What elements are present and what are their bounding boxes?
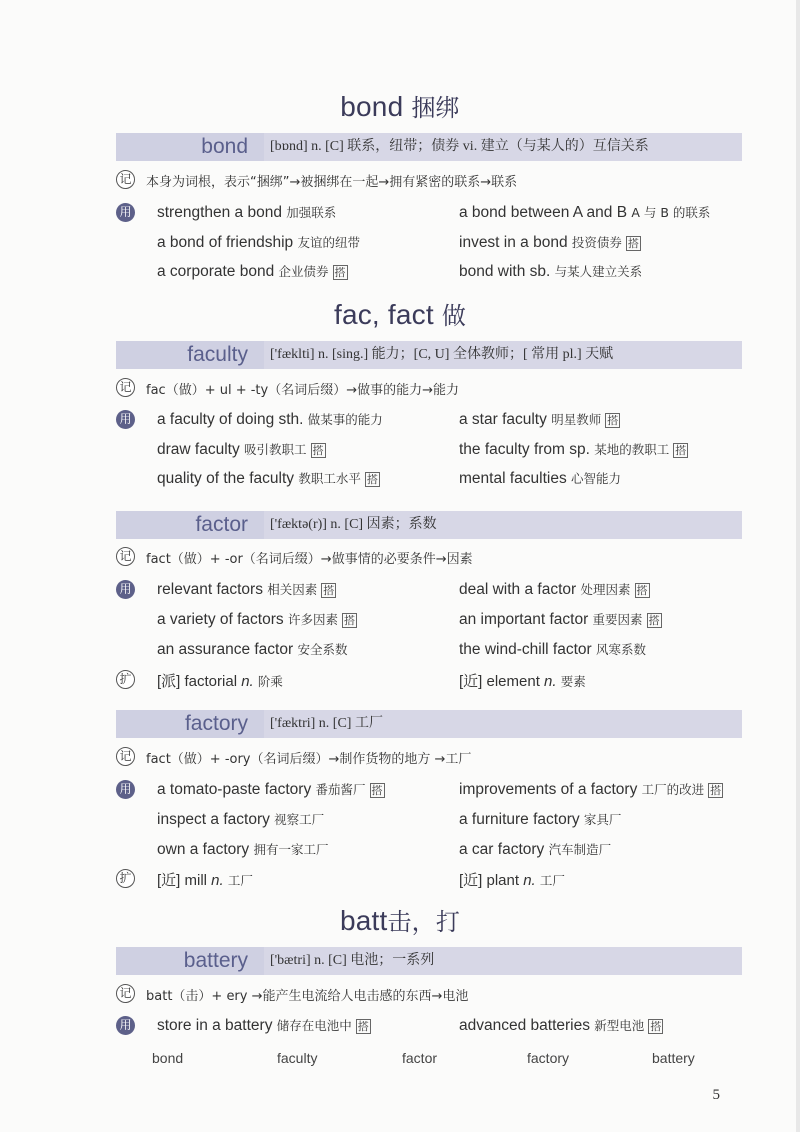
headword: factory bbox=[184, 712, 248, 735]
definition: ['fæktə(r)] n. [C] 因素；系数 bbox=[270, 517, 437, 532]
collocation-tag-icon: 搭 bbox=[627, 237, 639, 250]
phrase: a furniture factory 家具厂 bbox=[459, 811, 622, 828]
definition: ['fæktri] n. [C] 工厂 bbox=[270, 716, 383, 731]
mnemonic: batt（击）+ ery →能产生电流给人电击感的东西→电池 bbox=[146, 989, 469, 1004]
phrase: inspect a factory 视察工厂 bbox=[157, 811, 325, 828]
phrase: a bond between A and B A 与 B 的联系 bbox=[459, 204, 711, 221]
phrase: own a factory 拥有一家工厂 bbox=[157, 841, 329, 858]
phrase: strengthen a bond 加强联系 bbox=[157, 204, 337, 221]
entry-bar-bond bbox=[116, 133, 742, 161]
entry-bar-factor bbox=[116, 511, 742, 539]
phrase: advanced batteries 新型电池 搭 bbox=[459, 1017, 662, 1034]
page-edge bbox=[796, 0, 800, 1132]
usage-badge-icon: 用 bbox=[116, 203, 135, 222]
usage-badge-icon: 用 bbox=[116, 780, 135, 799]
memory-badge-icon: 记 bbox=[116, 984, 135, 1003]
phrase: a bond of friendship 友谊的纽带 bbox=[157, 234, 360, 251]
usage-badge-icon: 用 bbox=[116, 580, 135, 599]
extension-item: [派] factorial n. 阶乘 bbox=[157, 673, 283, 690]
mnemonic: 本身为词根，表示“捆绑”→被捆绑在一起→拥有紧密的联系→联系 bbox=[146, 175, 518, 190]
collocation-tag-icon: 搭 bbox=[312, 444, 324, 457]
entry-bar-faculty bbox=[116, 341, 742, 369]
phrase: a faculty of doing sth. 做某事的能力 bbox=[157, 411, 383, 428]
headword: battery bbox=[183, 949, 248, 972]
collocation-tag-icon: 搭 bbox=[650, 1020, 662, 1033]
root-word: fac, fact bbox=[333, 299, 434, 330]
phrase: an assurance factor 安全系数 bbox=[157, 641, 348, 658]
mnemonic: fac（做）+ ul + -ty（名词后缀）→做事的能力→能力 bbox=[146, 383, 459, 398]
phrase: relevant factors 相关因素 搭 bbox=[157, 581, 335, 598]
memory-badge-icon: 记 bbox=[116, 547, 135, 566]
footer-word: factory bbox=[527, 1050, 570, 1066]
collocation-tag-icon: 搭 bbox=[675, 444, 687, 457]
footer-word: bond bbox=[152, 1050, 184, 1066]
phrase: the wind-chill factor 风寒系数 bbox=[459, 641, 646, 658]
phrase: store in a battery 储存在电池中 搭 bbox=[157, 1017, 369, 1034]
extension-item: [近] element n. 要素 bbox=[459, 673, 586, 690]
collocation-tag-icon: 搭 bbox=[371, 784, 383, 797]
root-heading-fac bbox=[0, 296, 800, 331]
phrase: a corporate bond 企业债券 搭 bbox=[157, 263, 346, 280]
phrase: the faculty from sp. 某地的教职工 搭 bbox=[459, 441, 687, 458]
collocation-tag-icon: 搭 bbox=[710, 784, 722, 797]
usage-badge-icon: 用 bbox=[116, 1016, 135, 1035]
phrase: improvements of a factory 工厂的改进 搭 bbox=[459, 781, 722, 798]
extension-item: [近] mill n. 工厂 bbox=[157, 872, 253, 889]
footer-word: battery bbox=[652, 1050, 695, 1066]
root-heading-bond bbox=[0, 88, 800, 123]
root-meaning: 做 bbox=[441, 302, 467, 330]
memory-badge-icon: 记 bbox=[116, 170, 135, 189]
phrase: an important factor 重要因素 搭 bbox=[459, 611, 660, 628]
entry-bar-battery bbox=[116, 947, 742, 975]
phrase: a variety of factors 许多因素 搭 bbox=[157, 611, 355, 628]
headword: bond bbox=[201, 135, 248, 158]
headword: factor bbox=[195, 513, 248, 536]
phrase: deal with a factor 处理因素 搭 bbox=[459, 581, 648, 598]
root-word: batt bbox=[339, 905, 388, 936]
extension-badge-icon: 扩 bbox=[116, 670, 135, 689]
phrase: a star faculty 明星教师 搭 bbox=[459, 411, 619, 428]
usage-badge-icon: 用 bbox=[116, 410, 135, 429]
footer-word: faculty bbox=[277, 1050, 318, 1066]
definition: ['fæklti] n. [sing.] 能力；[C, U] 全体教师；[ 常用 pl.] 天赋 bbox=[270, 347, 614, 362]
root-word: bond bbox=[340, 91, 404, 122]
mnemonic: fact（做）+ -or（名词后缀）→做事情的必要条件→因素 bbox=[146, 552, 473, 567]
collocation-tag-icon: 搭 bbox=[636, 584, 648, 597]
collocation-tag-icon: 搭 bbox=[323, 584, 335, 597]
mnemonic: fact（做）+ -ory（名词后缀）→制作货物的地方 →工厂 bbox=[146, 752, 472, 767]
memory-badge-icon: 记 bbox=[116, 747, 135, 766]
page-number: 5 bbox=[712, 1087, 720, 1103]
phrase: bond with sb. 与某人建立关系 bbox=[459, 263, 643, 280]
definition: [bɒnd] n. [C] 联系，纽带；债券 vi. 建立（与某人的）互信关系 bbox=[270, 139, 649, 154]
phrase: draw faculty 吸引教职工 搭 bbox=[157, 441, 324, 458]
collocation-tag-icon: 搭 bbox=[366, 473, 378, 486]
collocation-tag-icon: 搭 bbox=[343, 614, 355, 627]
collocation-tag-icon: 搭 bbox=[357, 1020, 369, 1033]
definition: ['bætri] n. [C] 电池；一系列 bbox=[270, 953, 435, 968]
root-heading-batt bbox=[0, 902, 800, 937]
phrase: quality of the faculty 教职工水平 搭 bbox=[157, 470, 378, 487]
collocation-tag-icon: 搭 bbox=[607, 414, 619, 427]
phrase: a tomato-paste factory 番茄酱厂 搭 bbox=[157, 781, 383, 798]
headword: faculty bbox=[187, 343, 248, 366]
root-meaning: 击，打 bbox=[387, 908, 461, 936]
collocation-tag-icon: 搭 bbox=[334, 266, 346, 279]
phrase: invest in a bond 投资债券 搭 bbox=[459, 234, 639, 251]
entry-bar-factory bbox=[116, 710, 742, 738]
collocation-tag-icon: 搭 bbox=[648, 614, 660, 627]
extension-item: [近] plant n. 工厂 bbox=[459, 872, 565, 889]
root-meaning: 捆绑 bbox=[411, 94, 460, 122]
phrase: mental faculties 心智能力 bbox=[459, 470, 622, 487]
extension-badge-icon: 扩 bbox=[116, 869, 135, 888]
memory-badge-icon: 记 bbox=[116, 378, 135, 397]
footer-word: factor bbox=[402, 1050, 438, 1066]
phrase: a car factory 汽车制造厂 bbox=[459, 841, 612, 858]
